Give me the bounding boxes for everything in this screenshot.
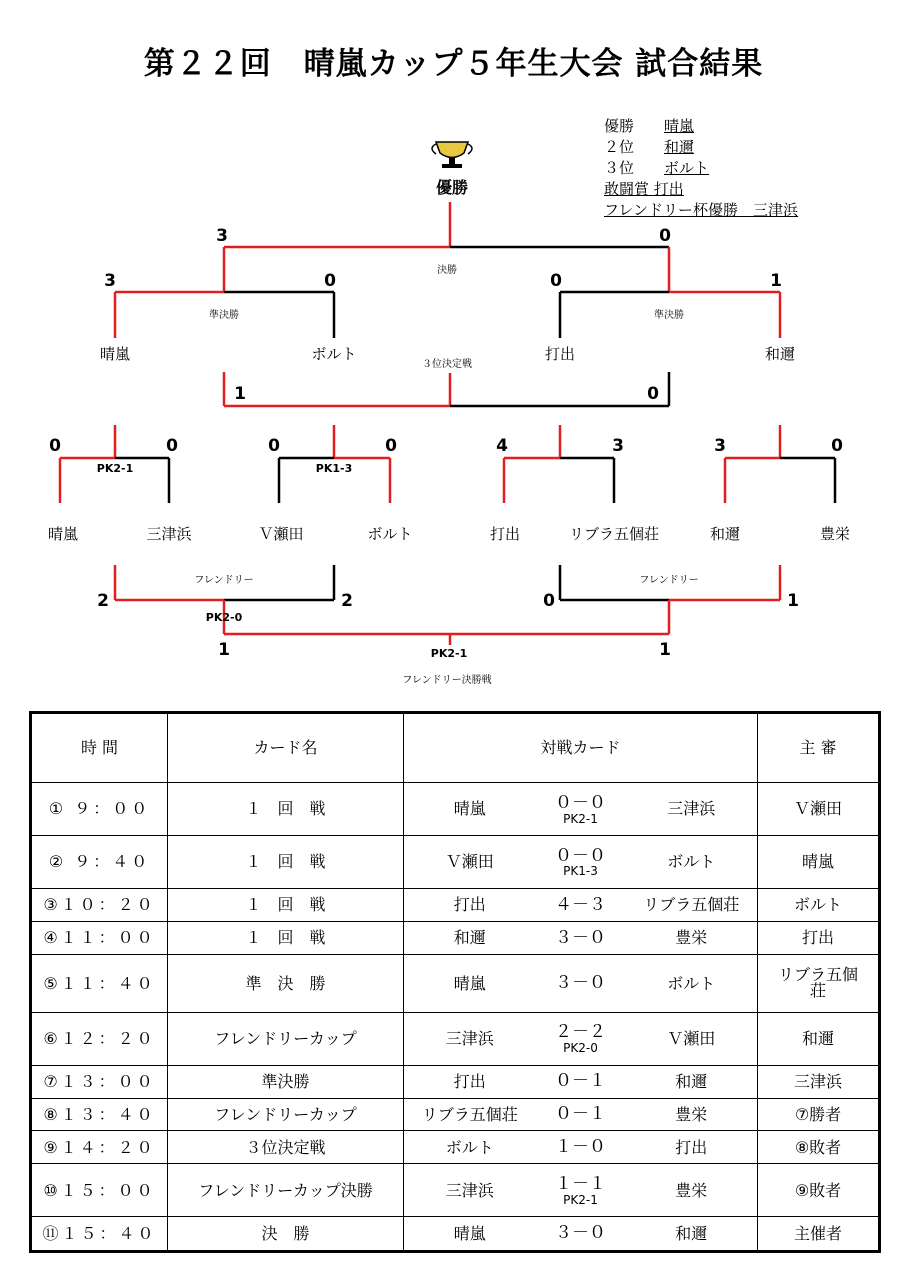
final-label: 決勝 [437,265,457,276]
friendly-left-pk: PK2-0 [205,611,243,624]
r1-score-3: 0 [268,436,280,456]
home-team: 三津浜 [445,1028,494,1048]
home-team: 打出 [453,895,486,915]
cell-time: ⑦１３：００ [31,1065,168,1098]
cell-card: １ 回 戦 [168,836,404,889]
col-header-referee: 主 審 [758,713,880,783]
third-score-left: 1 [234,384,246,404]
table-row [31,1131,880,1164]
cell-time: ② ９：４０ [31,836,168,889]
cell-time: ③１０：２０ [31,889,168,922]
table-row [31,1164,880,1217]
r1-team-5: 打出 [489,525,521,543]
cell-matchup [404,954,758,1012]
away-team: 和邇 [675,1071,708,1091]
trophy-icon [432,142,472,168]
cell-card: ３位決定戦 [168,1131,404,1164]
semi-right-score-1: 0 [550,271,562,291]
cell-matchup [404,1164,758,1217]
semi-right-score-2: 1 [770,271,782,291]
friendly-final-pk: PK2-1 [430,647,468,660]
final-score-right: 0 [659,226,671,246]
final-score-left: 3 [216,226,228,246]
away-team: 和邇 [675,1223,708,1243]
semi-team-4: 和邇 [764,345,796,363]
r1-score-7: 3 [714,436,726,456]
match-score: ４－３ [555,894,606,915]
semi-left-score-2: 0 [324,271,336,291]
r1-team-7: 和邇 [709,525,741,543]
summary-third: ３位 ボルト [604,159,710,177]
cell-matchup [404,889,758,922]
friendly-right-score-2: 1 [787,591,799,611]
home-team: 三津浜 [445,1180,494,1200]
table-row [31,889,880,922]
table-row [31,1217,880,1252]
table-row [31,836,880,889]
cell-referee: ⑨敗者 [758,1164,880,1217]
friendly-left-score-2: 2 [341,591,353,611]
friendly-final-score-1: 1 [218,640,230,660]
table-row [31,1098,880,1131]
match-score: ０－０ PK1-3 [555,845,606,879]
table-row [31,1065,880,1098]
away-team: 三津浜 [667,799,716,819]
cell-time: ⑪１５：４０ [31,1217,168,1252]
match-score: １－１ PK2-1 [555,1174,606,1207]
cell-matchup [404,1065,758,1098]
r1-team-1: 晴嵐 [47,525,79,543]
cell-referee: ボルト [758,889,880,922]
r1-team-6: リブラ五個荘 [568,525,660,543]
friendly-left-label: フレンドリー [194,575,254,586]
away-team: 豊栄 [675,1180,708,1200]
cell-card: フレンドリーカップ [168,1012,404,1065]
summary-second: ２位 和邇 [604,138,695,156]
table-row [31,922,880,955]
semi-team-2: ボルト [311,345,357,363]
friendly-final-score-2: 1 [659,640,671,660]
cell-referee: 主催者 [758,1217,880,1252]
friendly-left-score-1: 2 [97,591,109,611]
r1-team-4: ボルト [367,525,413,543]
away-team: ボルト [667,852,716,872]
cell-card: 準決勝 [168,1065,404,1098]
cell-time: ⑥１２：２０ [31,1012,168,1065]
col-header-card: カード名 [168,713,404,783]
cell-card: １ 回 戦 [168,783,404,836]
r1-team-3: Ｖ瀬田 [258,525,304,543]
home-team: 晴嵐 [453,973,486,993]
match-score: ０－０ PK2-1 [555,792,606,826]
semi-team-1: 晴嵐 [99,345,131,363]
cell-matchup [404,836,758,889]
match-score: ０－１ [555,1071,606,1092]
r1-score-2: 0 [166,436,178,456]
friendly-right-label: フレンドリー [639,575,699,586]
match-score: ３－０ [555,972,606,993]
home-team: 晴嵐 [453,799,486,819]
away-team: 豊栄 [675,928,708,948]
away-team: 豊栄 [675,1104,708,1124]
friendly-final-label: フレンドリー決勝戦 [402,675,492,686]
cell-referee: 打出 [758,922,880,955]
friendly-right-score-1: 0 [543,591,555,611]
cell-referee: 三津浜 [758,1065,880,1098]
cell-card: １ 回 戦 [168,889,404,922]
semi-team-3: 打出 [544,345,576,363]
match-score: ２－２ PK2-0 [555,1022,606,1056]
r1-score-1: 0 [49,436,61,456]
cell-time: ④１１：００ [31,922,168,955]
away-team: 打出 [675,1137,708,1157]
summary-fighting-spirit: 敢闘賞 打出 [604,180,684,198]
home-team: リブラ五個荘 [421,1104,518,1124]
page-title: 第２２回 晴嵐カップ５年生大会 試合結果 [143,46,764,82]
summary-friendly-champion: フレンドリー杯優勝 三津浜 [604,201,799,219]
table-row [31,954,880,1012]
trophy-label: 優勝 [435,178,469,197]
cell-time: ① ９：００ [31,783,168,836]
away-team: リブラ五個荘 [643,895,740,915]
cell-card: フレンドリーカップ決勝 [168,1164,404,1217]
table-header-row [31,713,880,783]
r1-pk-1: PK2-1 [96,462,134,475]
cell-matchup [404,1012,758,1065]
cell-referee: 晴嵐 [758,836,880,889]
home-team: Ｖ瀬田 [445,852,494,872]
cell-time: ⑩１５：００ [31,1164,168,1217]
home-team: 和邇 [453,928,486,948]
match-score: ３－０ [555,1223,606,1244]
cell-time: ⑧１３：４０ [31,1098,168,1131]
home-team: 晴嵐 [453,1223,486,1243]
cell-matchup [404,1131,758,1164]
away-team: ボルト [667,973,716,993]
r1-team-2: 三津浜 [146,525,192,543]
match-score: １－０ [555,1137,606,1158]
match-score: ０－１ [555,1104,606,1125]
away-team: Ｖ瀬田 [667,1028,716,1048]
third-label: ３位決定戦 [422,359,472,370]
cell-card: １ 回 戦 [168,922,404,955]
cell-matchup [404,1098,758,1131]
cell-card: フレンドリーカップ [168,1098,404,1131]
cell-card: 準 決 勝 [168,954,404,1012]
r1-pk-2: PK1-3 [315,462,353,475]
summary-champion: 優勝 晴嵐 [604,117,695,135]
third-score-right: 0 [647,384,659,404]
schedule-table [29,711,881,1253]
r1-team-8: 豊栄 [819,525,851,543]
cell-referee: ⑦勝者 [758,1098,880,1131]
col-header-matchup: 対戦カード [404,713,758,783]
semi-left-score-1: 3 [104,271,116,291]
cell-time: ⑤１１：４０ [31,954,168,1012]
r1-score-6: 3 [612,436,624,456]
col-header-time: 時 間 [31,713,168,783]
home-team: 打出 [453,1071,486,1091]
home-team: ボルト [445,1137,494,1157]
r1-score-8: 0 [831,436,843,456]
cell-referee: リブラ五個荘 [758,954,880,1012]
semi-left-label: 準決勝 [209,310,239,321]
match-score: ３－０ [555,927,606,948]
cell-referee: Ｖ瀬田 [758,783,880,836]
table-row [31,1012,880,1065]
cell-matchup [404,1217,758,1252]
cell-matchup [404,922,758,955]
table-row [31,783,880,836]
cell-time: ⑨１４：２０ [31,1131,168,1164]
r1-score-4: 0 [385,436,397,456]
cell-matchup [404,783,758,836]
cell-referee: ⑧敗者 [758,1131,880,1164]
cell-card: 決 勝 [168,1217,404,1252]
r1-score-5: 4 [496,436,508,456]
semi-right-label: 準決勝 [654,310,684,321]
cell-referee: 和邇 [758,1012,880,1065]
